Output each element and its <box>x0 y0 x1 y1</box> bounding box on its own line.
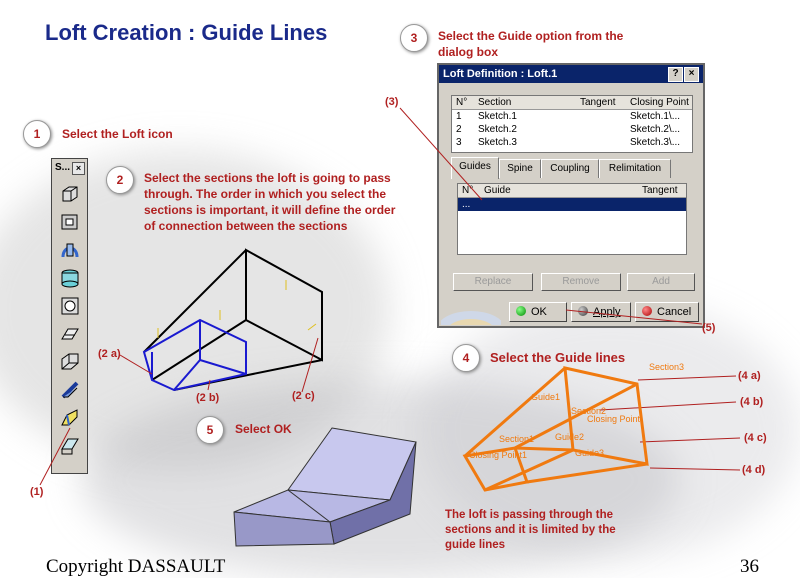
step-3-text: Select the Guide option from the dialog box <box>438 29 624 59</box>
label-guide1: Guide1 <box>531 392 561 402</box>
label-guide3: Guide3 <box>575 448 605 458</box>
row-closing-point: Sketch.1\... <box>630 111 681 122</box>
step-1-text: Select the Loft icon <box>62 127 173 141</box>
tab-coupling[interactable]: Coupling <box>541 159 599 178</box>
step-3-badge: 3 <box>400 24 428 52</box>
step-5-badge: 5 <box>196 416 224 444</box>
label-section2: Section2 <box>571 406 607 416</box>
step-5-text: Select OK <box>235 422 292 436</box>
row-closing-point: Sketch.2\... <box>630 124 681 135</box>
copyright: Copyright DASSAULT <box>46 556 226 577</box>
row-number: 3 <box>456 137 462 148</box>
column-header: Closing Point <box>630 97 689 108</box>
column-header: Guide <box>484 185 511 196</box>
column-header: N° <box>456 97 468 108</box>
step-2-text: Select the sections the loft is going to pass through. The order in which you select the sections is important, it will define the order of connection between the sections <box>144 171 396 233</box>
guide-row-text: ... <box>462 199 471 210</box>
label-closing-point1: Closing Point1 <box>469 450 528 460</box>
label-closing-point: Closing Point <box>587 414 641 424</box>
callout-4b: (4 b) <box>740 396 764 408</box>
callout-2c: (2 c) <box>292 390 315 402</box>
callout-4c: (4 c) <box>744 432 767 444</box>
callout-3: (3) <box>385 96 399 108</box>
page-number: 36 <box>740 556 759 577</box>
toolbar-title: S... <box>55 162 71 173</box>
ok-label: OK <box>531 306 547 318</box>
tab-relimitation[interactable]: Relimitation <box>599 159 671 178</box>
label-guide2: Guide2 <box>555 432 585 442</box>
add-button[interactable]: Add <box>627 273 695 291</box>
step-4-badge: 4 <box>452 344 480 372</box>
loft-result-solid <box>230 426 430 550</box>
callout-5: (5) <box>702 322 716 334</box>
column-header: Section <box>478 97 512 108</box>
toolbar-close-button[interactable]: × <box>72 162 85 175</box>
label-section1: Section1 <box>499 434 535 444</box>
tab-guides[interactable]: Guides <box>451 157 499 179</box>
guides-wireframe <box>455 360 685 500</box>
apply-label: Apply <box>593 306 621 318</box>
help-button[interactable]: ? <box>668 67 683 82</box>
callout-2a: (2 a) <box>98 348 121 360</box>
callout-4a: (4 a) <box>738 370 761 382</box>
row-section: Sketch.1 <box>478 111 517 122</box>
replace-button[interactable]: Replace <box>453 273 533 291</box>
callout-4d: (4 d) <box>742 464 766 476</box>
row-number: 1 <box>456 111 462 122</box>
callout-1: (1) <box>30 486 44 498</box>
bottom-note: The loft is passing through the sections and it is limited by the guide lines <box>445 509 616 551</box>
column-header: Tangent <box>580 97 616 108</box>
close-button[interactable]: × <box>684 67 699 82</box>
row-closing-point: Sketch.3\... <box>630 137 681 148</box>
callout-2b: (2 b) <box>196 392 220 404</box>
column-header: N° <box>462 185 474 196</box>
column-header: Tangent <box>642 185 678 196</box>
step-4-text: Select the Guide lines <box>490 350 626 365</box>
label-section3: Section3 <box>649 362 685 372</box>
cancel-label: Cancel <box>657 306 692 318</box>
tab-spine[interactable]: Spine <box>499 159 541 178</box>
step-2-badge: 2 <box>106 166 134 194</box>
remove-button[interactable]: Remove <box>541 273 621 291</box>
row-number: 2 <box>456 124 462 135</box>
dialog-title: Loft Definition : Loft.1 <box>443 68 558 80</box>
step-1-badge: 1 <box>23 120 51 148</box>
slide-title: Loft Creation : Guide Lines <box>45 20 328 45</box>
row-section: Sketch.2 <box>478 124 517 135</box>
row-section: Sketch.3 <box>478 137 517 148</box>
